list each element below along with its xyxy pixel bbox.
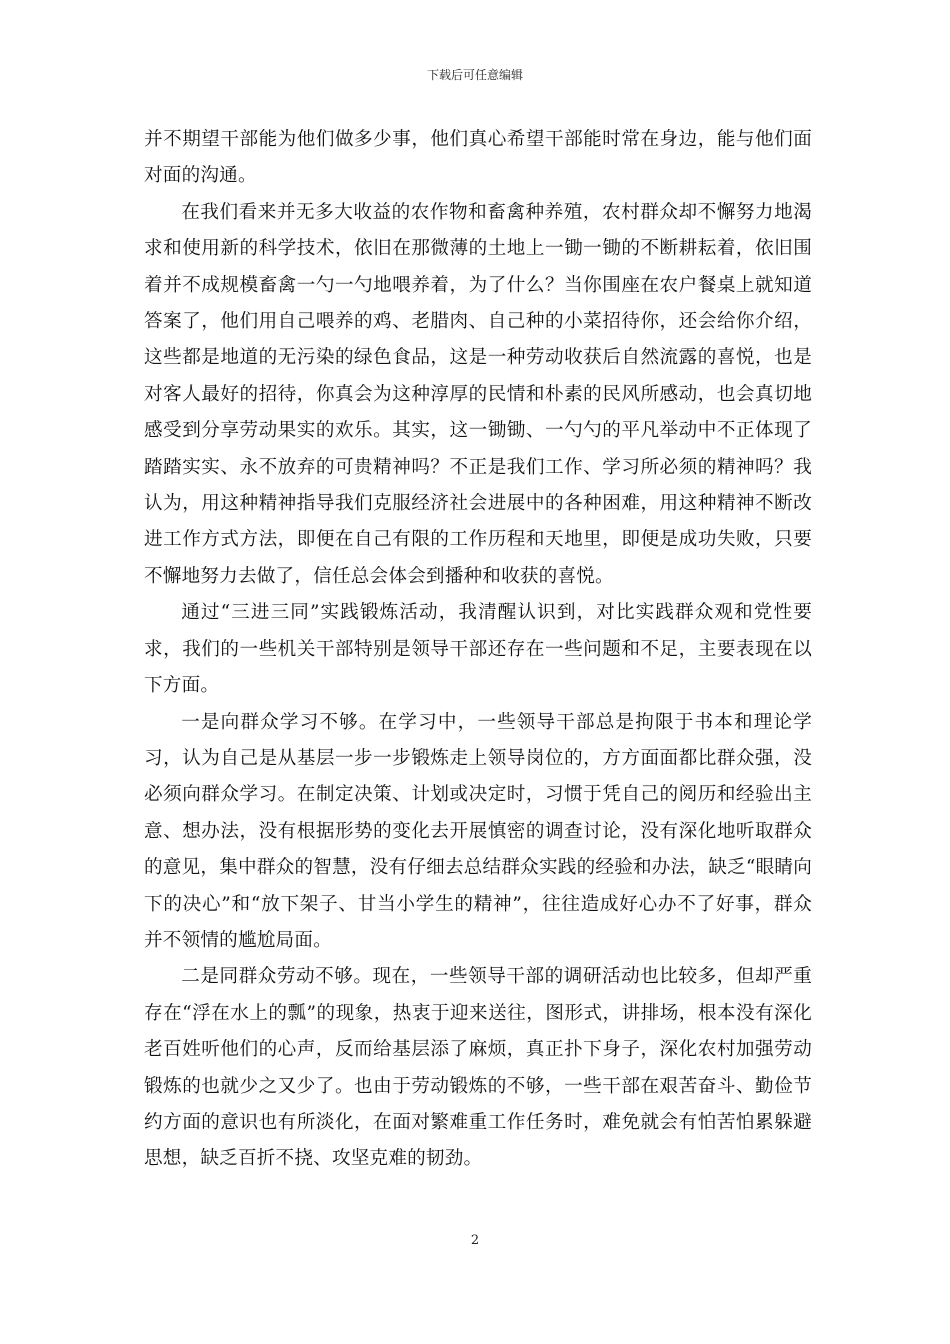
page-number: 2 [470,1233,480,1248]
paragraph: 并不期望干部能为他们做多少事，他们真心希望干部能时常在身边，能与他们面对面的沟通。 [144,129,812,187]
paragraph: 二是同群众劳动不够。现在，一些领导干部的调研活动也比较多，但却严重存在“浮在水上的瓢”的现象，热衷于迎来送往，图形式，讲排场，根本没有深化老百姓听他们的心声，反而给基层添了麻烦，真正扑下身子，深化农村加强劳动锻炼的也就少之又少了。也由于劳动锻炼的不够，一些干部在艰苦奋斗、勤俭节约方面的意识也有所淡化，在面对繁难重工作任务时，难免就会有怕苦怕累躲避思想，缺乏百折不挠、攻坚克难的韧劲。 [144,966,812,1170]
paragraph: 一是向群众学习不够。在学习中，一些领导干部总是拘限于书本和理论学习，认为自己是从基层一步一步锻炼走上领导岗位的，方方面面都比群众强，没必须向群众学习。在制定决策、计划或决定时，习惯于凭自己的阅历和经验出主意、想办法，没有根据形势的变化去开展慎密的调查讨论，没有深化地听取群众的意见，集中群众的智慧，没有仔细去总结群众实践的经验和办法，缺乏“眼睛向下的决心”和“放下架子、甘当小学生的精神”，往往造成好心办不了好事，群众并不领情的尴尬局面。 [144,711,812,951]
paragraph: 通过“三进三同”实践锻炼活动，我清醒认识到，对比实践群众观和党性要求，我们的一些机关干部特别是领导干部还存在一些问题和不足，主要表现在以下方面。 [144,602,812,697]
page-header: 下载后可任意编辑 [426,68,523,82]
paragraph: 在我们看来并无多大收益的农作物和畜禽种养殖，农村群众却不懈努力地渴求和使用新的科学技术，依旧在那微薄的土地上一锄一锄的不断耕耘着，依旧围着并不成规模畜禽一勺一勺地喂养着，为了什么？当你围座在农户餐桌上就知道答案了，他们用自己喂养的鸡、老腊肉、自己种的小菜招待你，还会给你介绍，这些都是地道的无污染的绿色食品，这是一种劳动收获后自然流露的喜悦，也是对客人最好的招待，你真会为这种淳厚的民情和朴素的民风所感动，也会真切地感受到分享劳动果实的欢乐。其实，这一锄锄、一勺勺的平凡举动中不正体现了踏踏实实、永不放弃的可贵精神吗？不正是我们工作、学习所必须的精神吗？我认为，用这种精神指导我们克服经济社会进展中的各种困难，用这种精神不断改进工作方式方法，即便在自己有限的工作历程和天地里，即便是成功失败，只要不懈地努力去做了，信任总会体会到播种和收获的喜悦。 [144,201,812,587]
body-text [144,122,812,1178]
